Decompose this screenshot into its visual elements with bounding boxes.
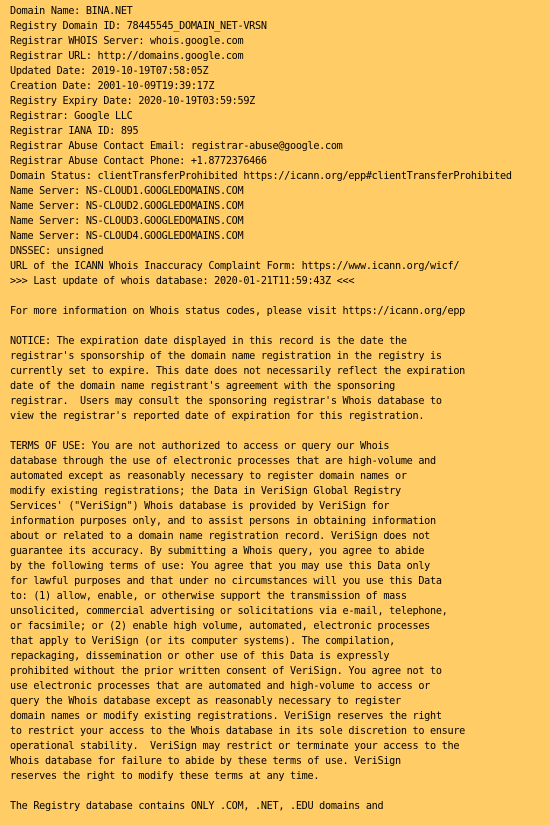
whois-line: registrar's sponsorship of the domain name registration in the registry is [10, 351, 442, 362]
whois-line: repackaging, dissemination or other use of this Data is expressly [10, 651, 390, 662]
whois-line: for lawful purposes and that under no circumstances will you use this Data [10, 576, 442, 587]
whois-line: date of the domain name registrant's agreement with the sponsoring [10, 381, 396, 392]
whois-line: currently set to expire. This date does not necessarily reflect the expiration [10, 366, 466, 377]
whois-line: reserves the right to modify these terms at any time. [10, 771, 320, 782]
whois-line: Name Server: NS-CLOUD4.GOOGLEDOMAINS.COM [10, 231, 244, 242]
whois-line: modify existing registrations; the Data in VeriSign Global Registry [10, 486, 401, 497]
whois-line: Name Server: NS-CLOUD1.GOOGLEDOMAINS.COM [10, 186, 244, 197]
whois-line: Name Server: NS-CLOUD2.GOOGLEDOMAINS.COM [10, 201, 244, 212]
whois-line: Registry Domain ID: 78445545_DOMAIN_NET-VRSN [10, 21, 267, 32]
whois-line: information purposes only, and to assist persons in obtaining information [10, 516, 436, 527]
whois-line: database through the use of electronic processes that are high-volume and [10, 456, 436, 467]
whois-line: or facsimile; or (2) enable high volume, automated, electronic processes [10, 621, 431, 632]
whois-line: NOTICE: The expiration date displayed in this record is the date the [10, 336, 407, 347]
whois-line: registrar. Users may consult the sponsoring registrar's Whois database to [10, 396, 442, 407]
whois-line: Domain Status: clientTransferProhibited https://icann.org/epp#clientTransferProhibited [10, 171, 512, 182]
whois-line: >>> Last update of whois database: 2020-01-21T11:59:43Z <<< [10, 276, 355, 287]
whois-line: Registrar IANA ID: 895 [10, 126, 139, 137]
whois-line: Registrar Abuse Contact Email: registrar-abuse@google.com [10, 141, 343, 152]
whois-line: operational stability. VeriSign may restrict or terminate your access to the [10, 741, 460, 752]
whois-line: by the following terms of use: You agree that you may use this Data only [10, 561, 431, 572]
whois-line: Updated Date: 2019-10-19T07:58:05Z [10, 66, 209, 77]
whois-line: The Registry database contains ONLY .COM, .NET, .EDU domains and [10, 801, 384, 812]
whois-line: query the Whois database except as reasonably necessary to register [10, 696, 401, 707]
whois-line: to: (1) allow, enable, or otherwise support the transmission of mass [10, 591, 407, 602]
whois-line: guarantee its accuracy. By submitting a Whois query, you agree to abide [10, 546, 425, 557]
whois-line: Registrar WHOIS Server: whois.google.com [10, 36, 244, 47]
whois-line: Registrar Abuse Contact Phone: +1.8772376466 [10, 156, 267, 167]
whois-line: Registrar URL: http://domains.google.com [10, 51, 244, 62]
whois-line: to restrict your access to the Whois database in its sole discretion to ensure [10, 726, 466, 737]
whois-line: use electronic processes that are automated and high-volume to access or [10, 681, 431, 692]
whois-line [10, 784, 546, 799]
whois-line: Name Server: NS-CLOUD3.GOOGLEDOMAINS.COM [10, 216, 244, 227]
whois-line: Whois database for failure to abide by these terms of use. VeriSign [10, 756, 401, 767]
whois-line: Registrar: Google LLC [10, 111, 133, 122]
whois-line [10, 319, 546, 334]
whois-line: about or related to a domain name registration record. VeriSign does not [10, 531, 431, 542]
whois-record-text [10, 4, 546, 814]
whois-line: URL of the ICANN Whois Inaccuracy Complaint Form: https://www.icann.org/wicf/ [10, 261, 460, 272]
whois-line: TERMS OF USE: You are not authorized to access or query our Whois [10, 441, 390, 452]
whois-line: Creation Date: 2001-10-09T19:39:17Z [10, 81, 215, 92]
whois-line [10, 424, 546, 439]
whois-line: domain names or modify existing registrations. VeriSign reserves the right [10, 711, 442, 722]
whois-line: unsolicited, commercial advertising or solicitations via e-mail, telephone, [10, 606, 448, 617]
whois-line: Services' ("VeriSign") Whois database is provided by VeriSign for [10, 501, 390, 512]
whois-line: prohibited without the prior written consent of VeriSign. You agree not to [10, 666, 442, 677]
whois-line: Registry Expiry Date: 2020-10-19T03:59:59Z [10, 96, 256, 107]
whois-line: DNSSEC: unsigned [10, 246, 104, 257]
whois-line [10, 289, 546, 304]
whois-line: Domain Name: BINA.NET [10, 6, 133, 17]
whois-line: that apply to VeriSign (or its computer systems). The compilation, [10, 636, 396, 647]
whois-line: automated except as reasonably necessary to register domain names or [10, 471, 407, 482]
whois-line: For more information on Whois status codes, please visit https://icann.org/epp [10, 306, 466, 317]
whois-line: view the registrar's reported date of expiration for this registration. [10, 411, 425, 422]
